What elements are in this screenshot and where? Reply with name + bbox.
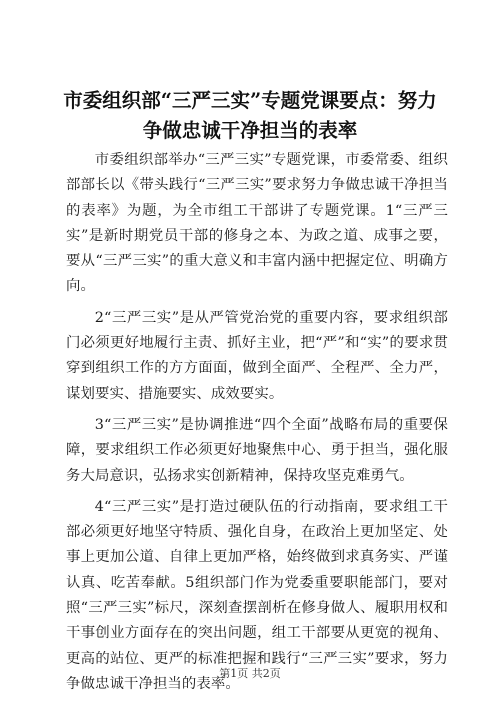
paragraph-3: 3“三严三实”是协调推进“四个全面”战略布局的重要保障，要求组织工作必须更好地聚焦中心、勇于担当，强化服务大局意识，弘扬求实创新精神，保持攻坚克难勇气。 [66,416,448,484]
paragraph-4: 4“三严三实”是打造过硬队伍的行动指南，要求组工干部必须更好地坚守特质、强化自身，在政治上更加坚定、处事上更加公道、自律上更加严格，始终做到求真务实、严谨认真、吃苦奉献。5组织部门作为党委重要职能部门，要对照“三严三实”标尺，深刻查摆剖析在修身做人、履职用权和干事创业方面存在的突出问题，组工干部要从更宽的视角、更高的站位、更严的标准把握和践行“三严三实”要求，努力争做忠诚干净担当的表率。 [66,498,448,692]
paragraph-2: 2“三严三实”是从严管党治党的重要内容，要求组织部门必须更好地履行主责、抓好主业，把“严”和“实”的要求贯穿到组织工作的方方面面，做到全面严、全程严、全力严，谋划要实、措施要实、成效要实。 [66,309,448,402]
paragraph-1: 市委组织部举办“三严三实”专题党课，市委常委、组织部部长以《带头践行“三严三实”要求努力争做忠诚干净担当的表率》为题，为全市组工干部讲了专题党课。1“三严三实”是新时期党员干部的修身之本、为政之道、成事之要，要从“三严三实”的重大意义和丰富内涵中把握定位、明确方向。 [66,152,448,295]
document-title: 市委组织部“三严三实”专题党课要点：努力争做忠诚干净担当的表率 [63,89,437,142]
page-footer: 第1页 共2页 [219,667,281,680]
document-body [66,148,448,703]
